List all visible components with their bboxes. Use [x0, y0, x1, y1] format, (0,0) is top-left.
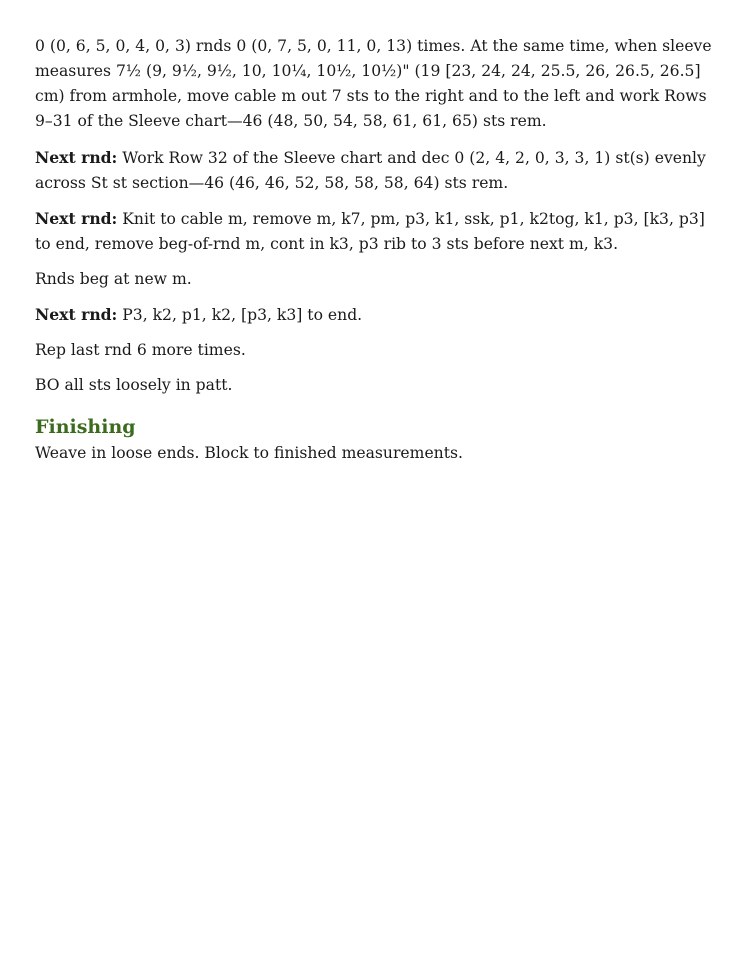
paragraph-sleeve-shaping — [35, 34, 717, 134]
paragraph-next-rnd-2 — [35, 206, 717, 257]
paragraph-lead: Next rnd: — [35, 305, 118, 324]
finishing-heading: Finishing — [35, 416, 136, 438]
paragraph-text: BO all sts loosely in patt. — [35, 376, 233, 394]
finishing-paragraph: Weave in loose ends. Block to finished measurements. — [35, 444, 463, 462]
document-page — [35, 34, 717, 466]
paragraph-next-rnd-3 — [35, 302, 717, 328]
paragraph-text: Rep last rnd 6 more times. — [35, 341, 246, 359]
paragraph-lead: Next rnd: — [35, 209, 118, 228]
paragraph-rnds-beg — [35, 267, 717, 292]
paragraph-bind-off — [35, 373, 717, 398]
paragraph-text: Work Row 32 of the Sleeve chart and dec 0 (2, 4, 2, 0, 3, 3, 1) st(s) evenly across St st section—46 (46, 46, 52, 58, 58, 58, 64) sts rem. — [35, 149, 706, 192]
paragraph-text: 0 (0, 6, 5, 0, 4, 0, 3) rnds 0 (0, 7, 5, 0, 11, 0, 13) times. At the same time, when sleeve measures 7½ (9, 9½, 9½, 10, 10¼, 10½, 10½)" (19 [23, 24, 24, 25.5, 26, 26.5, 26.5] cm) from armhole, move cable m out 7 sts to the right and to the left and work Rows 9–31 of the Sleeve chart—46 (48, 50, 54, 58, 61, 61, 65) sts rem. — [35, 37, 712, 130]
paragraph-rep-last-rnd — [35, 338, 717, 363]
paragraph-text: P3, k2, p1, k2, [p3, k3] to end. — [117, 306, 363, 324]
paragraph-text: Knit to cable m, remove m, k7, pm, p3, k1, ssk, p1, k2tog, k1, p3, [k3, p3] to end, remove beg-of-rnd m, cont in k3, p3 rib to 3 sts before next m, k3. — [35, 210, 705, 253]
paragraph-text: Rnds beg at new m. — [35, 270, 192, 288]
paragraph-next-rnd-1 — [35, 145, 717, 196]
paragraph-lead: Next rnd: — [35, 148, 118, 167]
